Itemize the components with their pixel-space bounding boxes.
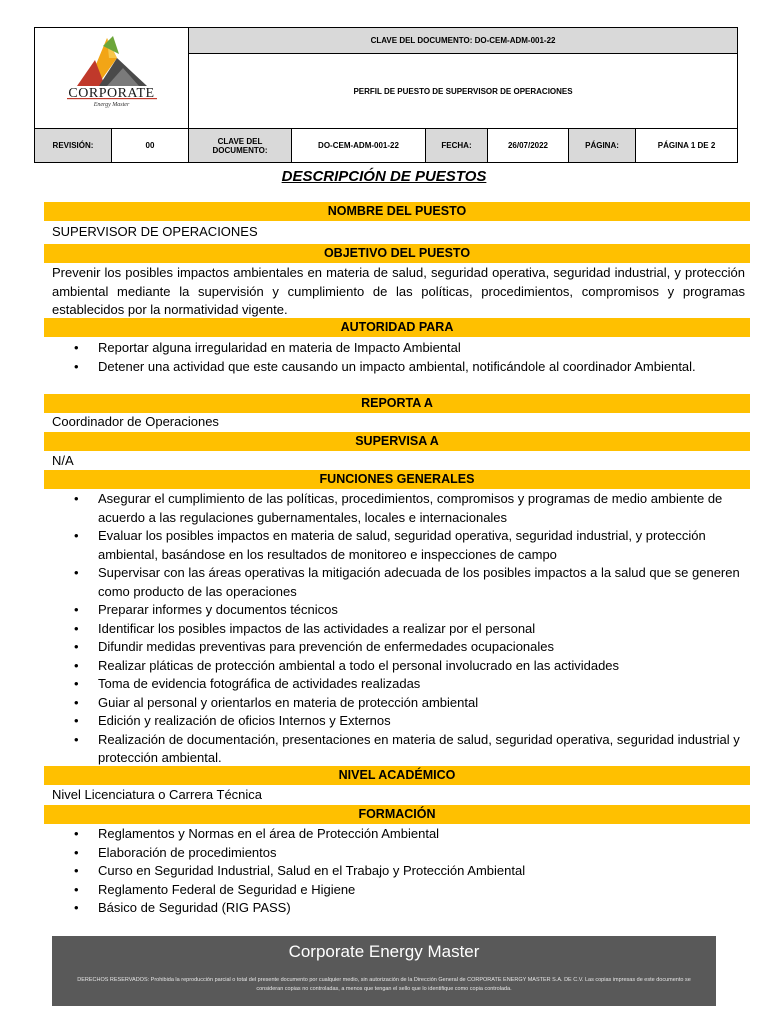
logo-cell	[35, 28, 189, 129]
logo-name: CORPORATE	[68, 86, 155, 101]
list-item: • Reportar alguna irregularidad en materia de Impacto Ambiental	[52, 339, 745, 358]
list-item: • Asegurar el cumplimiento de las políticas, procedimientos, compromisos y programas de medio ambiente de acuerdo a las regulaciones gubernamentales, locales e internacionales	[52, 490, 745, 527]
section-heading-reporta: REPORTA A	[44, 394, 750, 413]
list-item: • Guiar al personal y orientarlos en materia de protección ambiental	[52, 694, 745, 713]
list-item: • Curso en Seguridad Industrial, Salud en el Trabajo y Protección Ambiental	[52, 862, 745, 881]
section-heading-objetivo: OBJETIVO DEL PUESTO	[44, 244, 750, 263]
job-name: SUPERVISOR DE OPERACIONES	[52, 224, 258, 239]
list-item: • Edición y realización de oficios Internos y Externos	[52, 712, 745, 731]
revision-value: 00	[112, 129, 189, 163]
logo-tagline: Energy Master	[93, 102, 130, 108]
list-item: • Supervisar con las áreas operativas la mitigación adecuada de los posibles impactos a la salud que se generen como producto de las operaciones	[52, 564, 745, 601]
footer-company: Corporate Energy Master	[288, 942, 480, 961]
reports-to: Coordinador de Operaciones	[52, 414, 219, 429]
list-item: • Identificar los posibles impactos de las actividades a realizar por el personal	[52, 620, 745, 639]
doc-key-label: CLAVE DEL DOCUMENTO:	[189, 129, 292, 163]
section-heading-autoridad: AUTORIDAD PARA	[44, 318, 750, 337]
profile-title: PERFIL DE PUESTO DE SUPERVISOR DE OPERACIONES	[189, 54, 738, 129]
list-item: • Toma de evidencia fotográfica de actividades realizadas	[52, 675, 745, 694]
list-item: • Difundir medidas preventivas para prevención de enfermedades ocupacionales	[52, 638, 745, 657]
list-item: • Preparar informes y documentos técnicos	[52, 601, 745, 620]
document-title: DESCRIPCIÓN DE PUESTOS	[281, 168, 487, 185]
list-item: • Reglamentos y Normas en el área de Protección Ambiental	[52, 825, 745, 844]
general-functions-list	[52, 490, 745, 768]
doc-key-value: DO-CEM-ADM-001-22	[292, 129, 426, 163]
list-item: • Realizar pláticas de protección ambiental a todo el personal involucrado en las actividades	[52, 657, 745, 676]
supervises: N/A	[52, 453, 74, 468]
section-heading-funciones: FUNCIONES GENERALES	[44, 470, 750, 489]
date-value: 26/07/2022	[488, 129, 569, 163]
list-item: • Realización de documentación, presentaciones en materia de salud, seguridad operativa, seguridad industrial y protección ambiental.	[52, 731, 745, 768]
job-objective: Prevenir los posibles impactos ambientales en materia de salud, seguridad operativa, seguridad industrial, y protección ambiental mediante la supervisión y cumplimiento de las políticas, procedimientos, compromisos y programas establecidos por la normatividad vigente.	[52, 265, 745, 317]
list-item: • Detener una actividad que este causando un impacto ambiental, notificándole al coordinador Ambiental.	[52, 358, 745, 377]
list-item: • Evaluar los posibles impactos en materia de salud, seguridad operativa, seguridad industrial, y protección ambiental, basándose en los resultados de monitoreo e inspecciones de campo	[52, 527, 745, 564]
list-item: • Básico de Seguridad (RIG PASS)	[52, 899, 745, 918]
academic-level: Nivel Licenciatura o Carrera Técnica	[52, 787, 263, 802]
training-list	[52, 825, 745, 918]
section-heading-supervisa: SUPERVISA A	[44, 432, 750, 451]
page-label: PÁGINA:	[569, 129, 636, 163]
section-heading-nombre: NOMBRE DEL PUESTO	[44, 202, 750, 221]
corporate-pyramid-logo-icon	[47, 28, 177, 128]
authority-list	[52, 339, 745, 376]
page-footer	[52, 936, 716, 1006]
list-item: • Reglamento Federal de Seguridad e Higiene	[52, 881, 745, 900]
list-item: • Elaboración de procedimientos	[52, 844, 745, 863]
section-heading-formacion: FORMACIÓN	[44, 805, 750, 824]
document-key-full: CLAVE DEL DOCUMENTO: DO-CEM-ADM-001-22	[189, 28, 738, 54]
document-header	[34, 27, 738, 163]
page-value: PÁGINA 1 DE 2	[636, 129, 738, 163]
section-heading-nivel: NIVEL ACADÉMICO	[44, 766, 750, 785]
company-logo	[47, 28, 177, 128]
footer-rights-notice: DERECHOS RESERVADOS: Prohibida la reproducción parcial o total del presente documento por cualquier medio, sin autorización de la Dirección General de CORPORATE ENERGY MASTER S.A. DE C.V. Las copias impresas de este documento se consideran copias no controladas, a menos que tengan el sello que lo identifique como copia controlada.	[77, 977, 691, 992]
date-label: FECHA:	[426, 129, 488, 163]
revision-label: REVISIÓN:	[35, 129, 112, 163]
